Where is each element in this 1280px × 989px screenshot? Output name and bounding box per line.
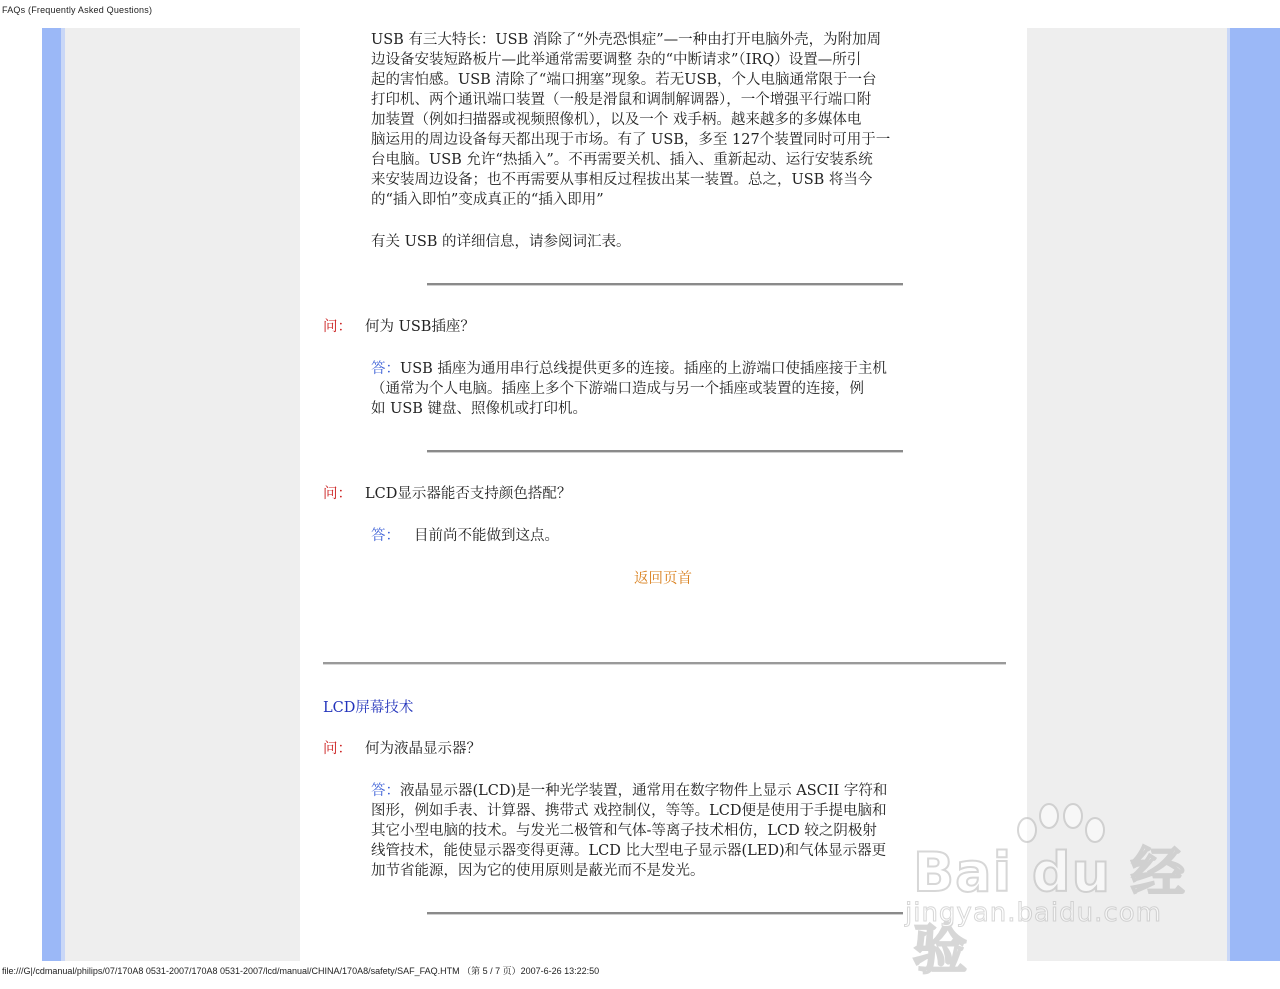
answer-text: 液晶显示器(LCD)是一种光学装置，通常用在数字物件上显示 ASCII 字符和 图形，例如手表、计算器、携带式 戏控制仪，等等。LCD便是使用于手提电脑和 其它小型电脑的技术。与发光二极管和气体-等离子技术相仿，LCD 较之阴极射 线管技术，能使显示器变得更薄。LCD 比大型电子显示器(LED)和气体显示器更 加节省能源，因为它的使用原则是蔽光而不是发光。 [371,783,888,879]
back-to-top-link[interactable]: 返回页首 [634,571,692,587]
answer-label: 答： [371,528,400,544]
page-header-title: FAQs (Frequently Asked Questions) [2,5,153,15]
usb-more-info-text: 有关 USB 的详细信息，请参阅词汇表。 [371,234,631,250]
question-label: 问： [323,486,352,502]
faq-answer-color-matching [371,526,971,546]
faq-question-color-matching [323,484,572,504]
answer-text: USB 插座为通用串行总线提供更多的连接。插座的上游端口使插座接于主机 （通常为个人电脑。插座上多个下游端口造成与另一个插座或装置的连接，例 如 USB 键盘、照像机或打印机。 [371,361,887,417]
answer-text: 目前尚不能做到这点。 [414,528,559,544]
question-label: 问： [323,319,352,335]
question-label: 问： [323,741,352,757]
usb-advantages-paragraph: USB 有三大特长：USB 消除了“外壳恐惧症”—一种由打开电脑外壳，为附加周 边设备安装短路板片—此举通常需要调整 杂的“中断请求”（IRQ）设置—所引 起的害怕感。USB 清除了“端口拥塞”现象。若无USB，个人电脑通常限于一台 打印机、两个通讯端口装置（一般是滑鼠和调制解调器），一个增强平行端口附 加装置（例如扫描器或视频照像机），以及一个 戏手柄。越来越多的多媒体电 脑运用的周边设备每天都出现于市场。有了 USB，多至 127个装置同时可用于一 台电脑。USB 允许“热插入”。不再需要关机、插入、重新起动、运行安装系统 来安装周边设备；也不再需要从事相反过程拔出某一装置。总之，USB 将当今 的“插入即怕”变成真正的“插入即用” [371,32,891,208]
question-text: 何为 USB插座？ [365,319,475,335]
faq-question-usb-hub [323,317,475,337]
page-footer-path: file:///G|/cdmanual/philips/07/170A8 0531-2007/170A8 0531-2007/lcd/manual/CHINA/170A8/safety/SAF_FAQ.HTM （第 5 / 7 页）2007-6-26 13:22:50 [2,966,600,976]
question-text: 何为液晶显示器？ [365,741,481,757]
answer-label: 答： [371,361,400,377]
faq-answer-what-is-lcd [371,781,971,881]
question-text: LCD显示器能否支持颜色搭配？ [365,486,572,502]
faq-question-what-is-lcd [323,739,481,759]
baidu-jingyan-watermark [905,800,1205,981]
section-divider [323,662,1006,665]
divider [427,912,903,915]
watermark-brand: Bai du 经验 [913,841,1186,981]
section-title-lcd-technology: LCD屏幕技术 [323,700,414,716]
faq-answer-usb-hub [371,359,971,419]
answer-label: 答： [371,783,400,799]
divider [427,450,903,453]
right-border-blue [1230,28,1280,961]
watermark-url: jingyan.baidu.com [905,898,1162,928]
left-border-blue [42,28,61,961]
left-sidebar [65,28,300,961]
divider [427,283,903,286]
